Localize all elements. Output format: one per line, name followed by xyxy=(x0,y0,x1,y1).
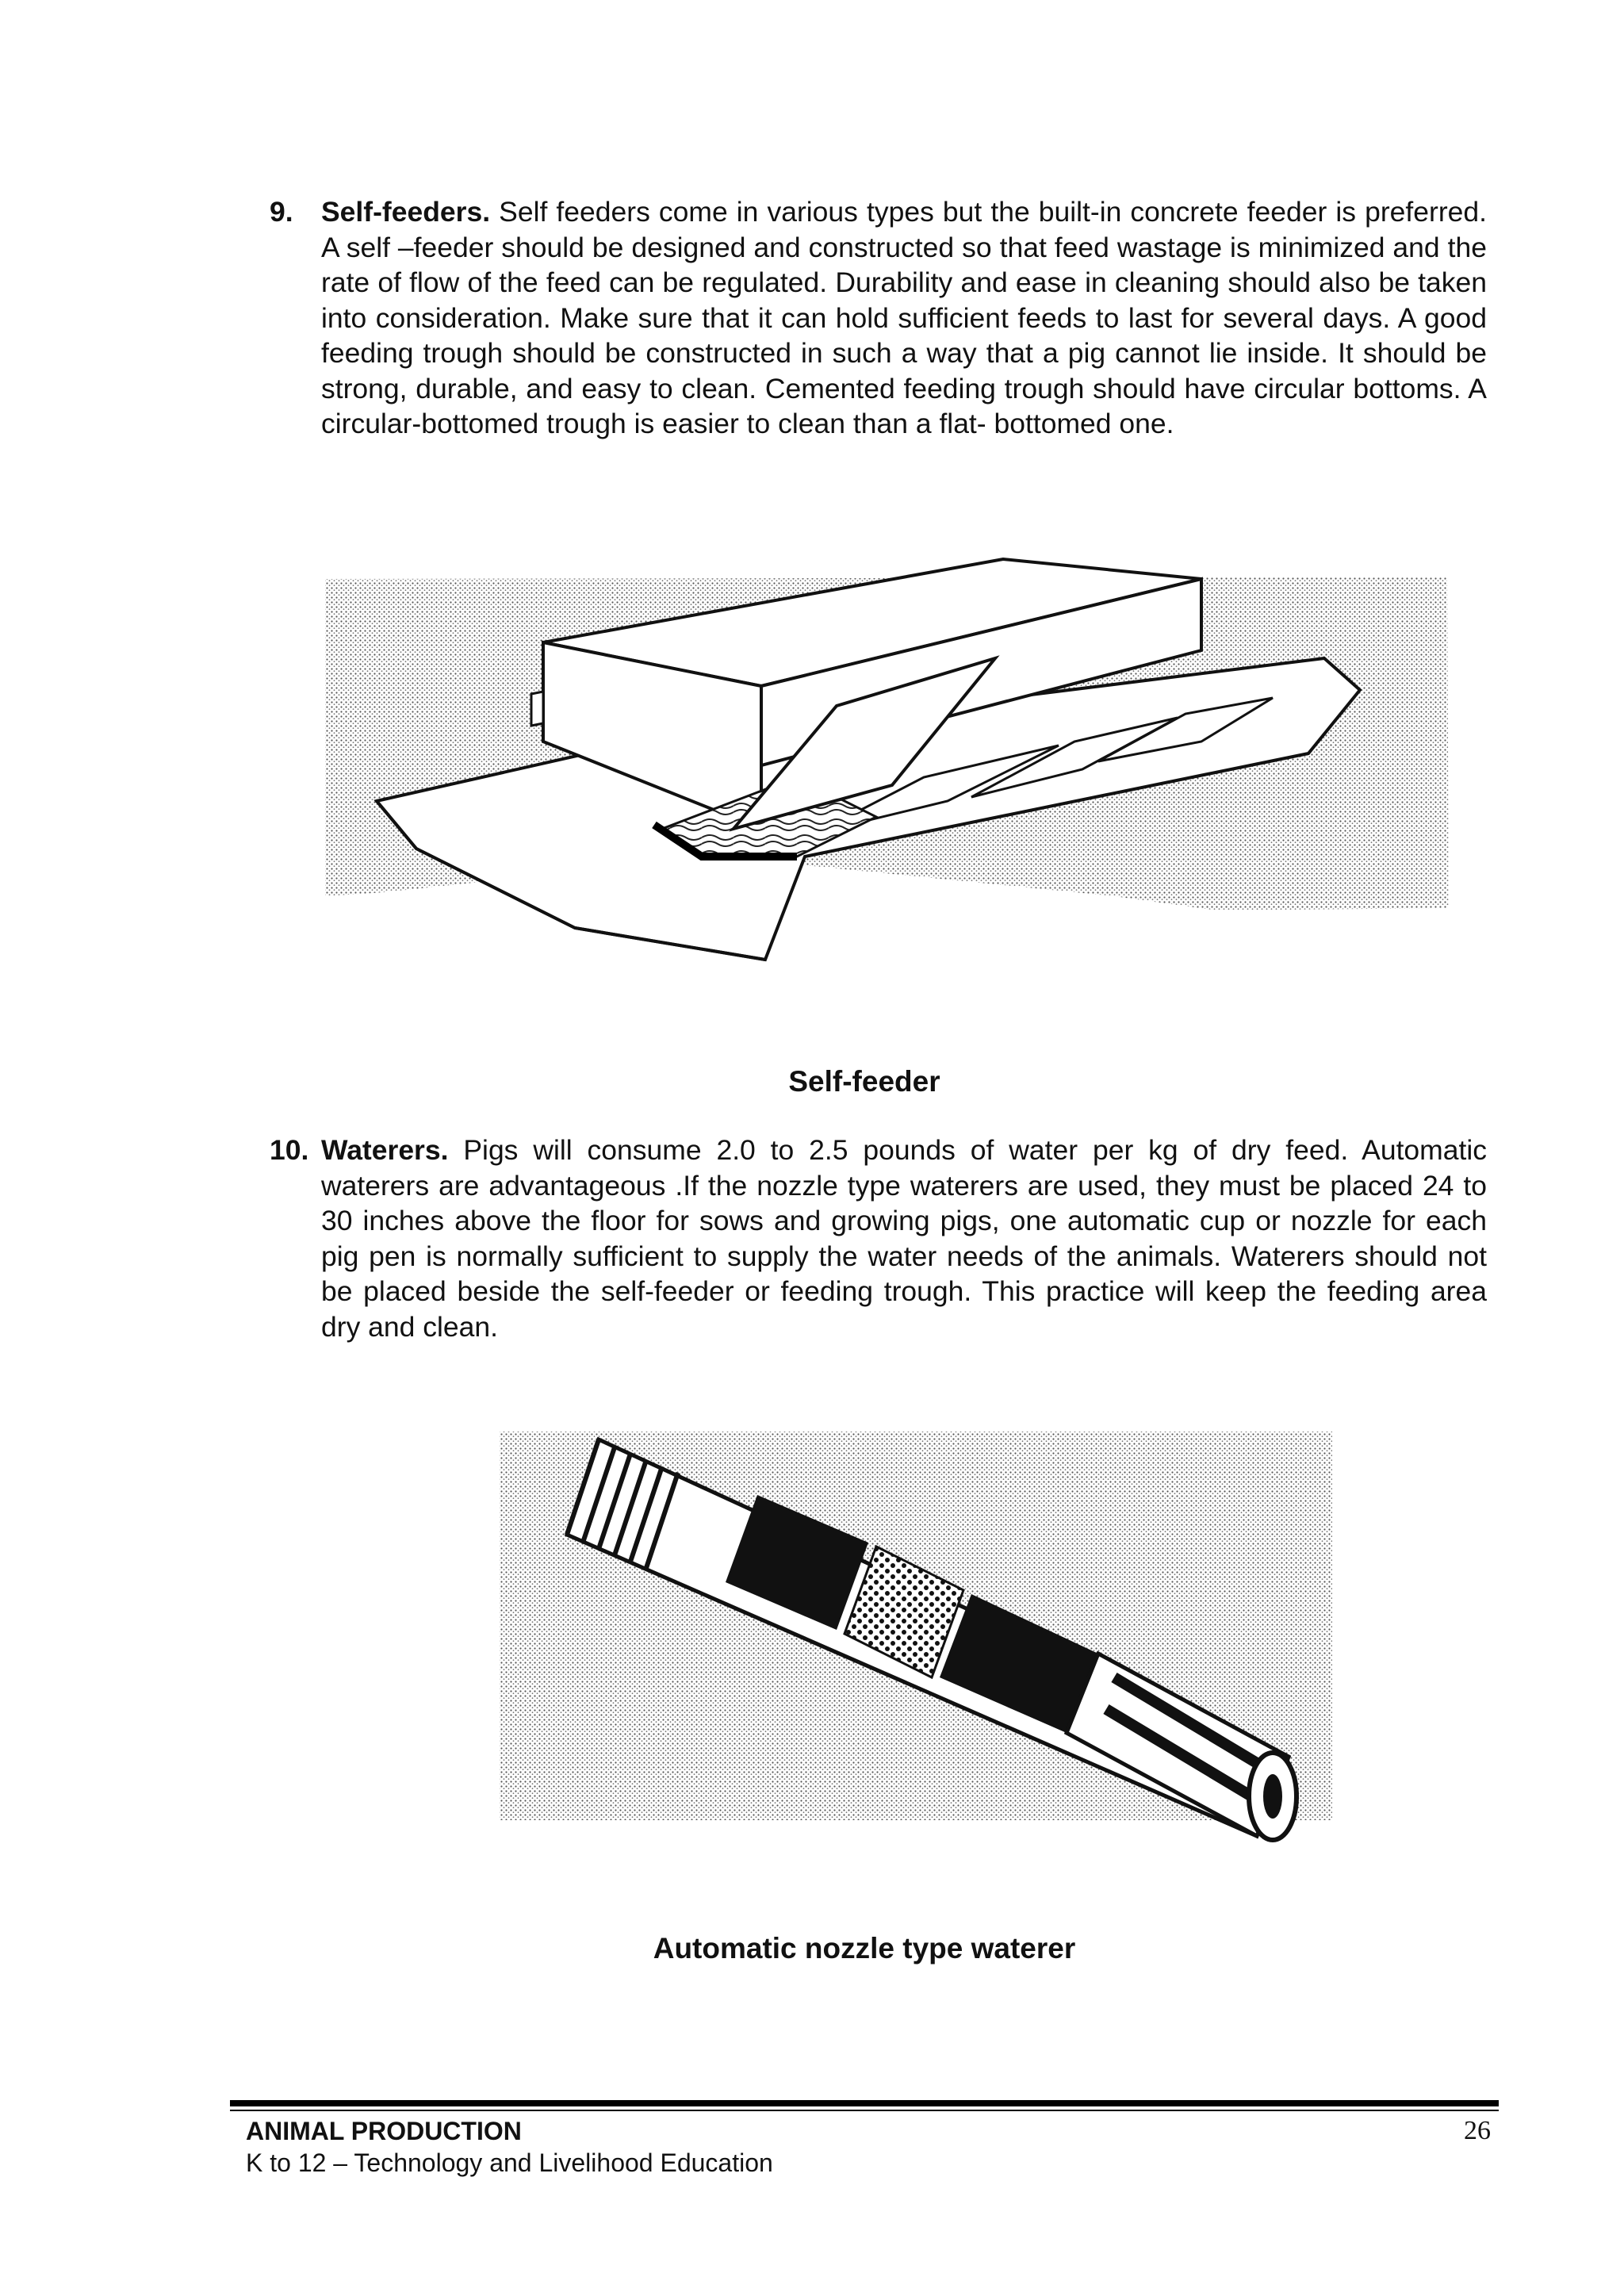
item-number: 10. xyxy=(270,1134,309,1166)
nozzle-waterer-illustration xyxy=(496,1424,1368,1868)
item-body xyxy=(321,1133,1487,1344)
item-term: Self-feeders. xyxy=(321,196,491,228)
footer-rule xyxy=(230,2100,1499,2106)
item-text: Pigs will consume 2.0 to 2.5 pounds of water per kg of dry feed. Automatic waterers are advantageous .If the nozzle type waterers are used, they must be placed 24 to 30 inches above the floor for sows and growing pigs, one automatic cup or nozzle for each pig pen is normally sufficient to supply the water needs of the animals. Waterers should not be placed beside the self-feeder or feeding trough. This practice will keep the feeding area dry and clean. xyxy=(321,1134,1487,1343)
figure-caption-nozzle-waterer: Automatic nozzle type waterer xyxy=(653,1932,1076,1964)
footer-course: K to 12 – Technology and Livelihood Education xyxy=(246,2148,773,2177)
figure-caption-self-feeder: Self-feeder xyxy=(788,1065,940,1098)
footer-rule-thin xyxy=(230,2110,1499,2111)
page-number: 26 xyxy=(1464,2116,1491,2145)
list-item-waterers xyxy=(270,1133,1487,1344)
item-number: 9. xyxy=(270,196,293,228)
item-body xyxy=(321,194,1487,442)
list-item-self-feeders xyxy=(270,194,1487,442)
self-feeder-illustration xyxy=(321,516,1455,991)
footer xyxy=(246,2115,773,2179)
footer-subject: ANIMAL PRODUCTION xyxy=(246,2117,522,2145)
item-term: Waterers. xyxy=(321,1134,449,1166)
item-text: Self feeders come in various types but the built-in concrete feeder is preferred. A self –feeder should be designed and constructed so that feed wastage is minimized and the rate of flow of the feed can be regulated. Durability and ease in cleaning should also be taken into consideration. Make sure that it can hold sufficient feeds to last for several days. A good feeding trough should be constructed in such a way that a pig cannot lie inside. It should be strong, durable, and easy to clean. Cemented feeding trough should have circular bottoms. A circular-bottomed trough is easier to clean than a flat- bottomed one. xyxy=(321,196,1487,439)
